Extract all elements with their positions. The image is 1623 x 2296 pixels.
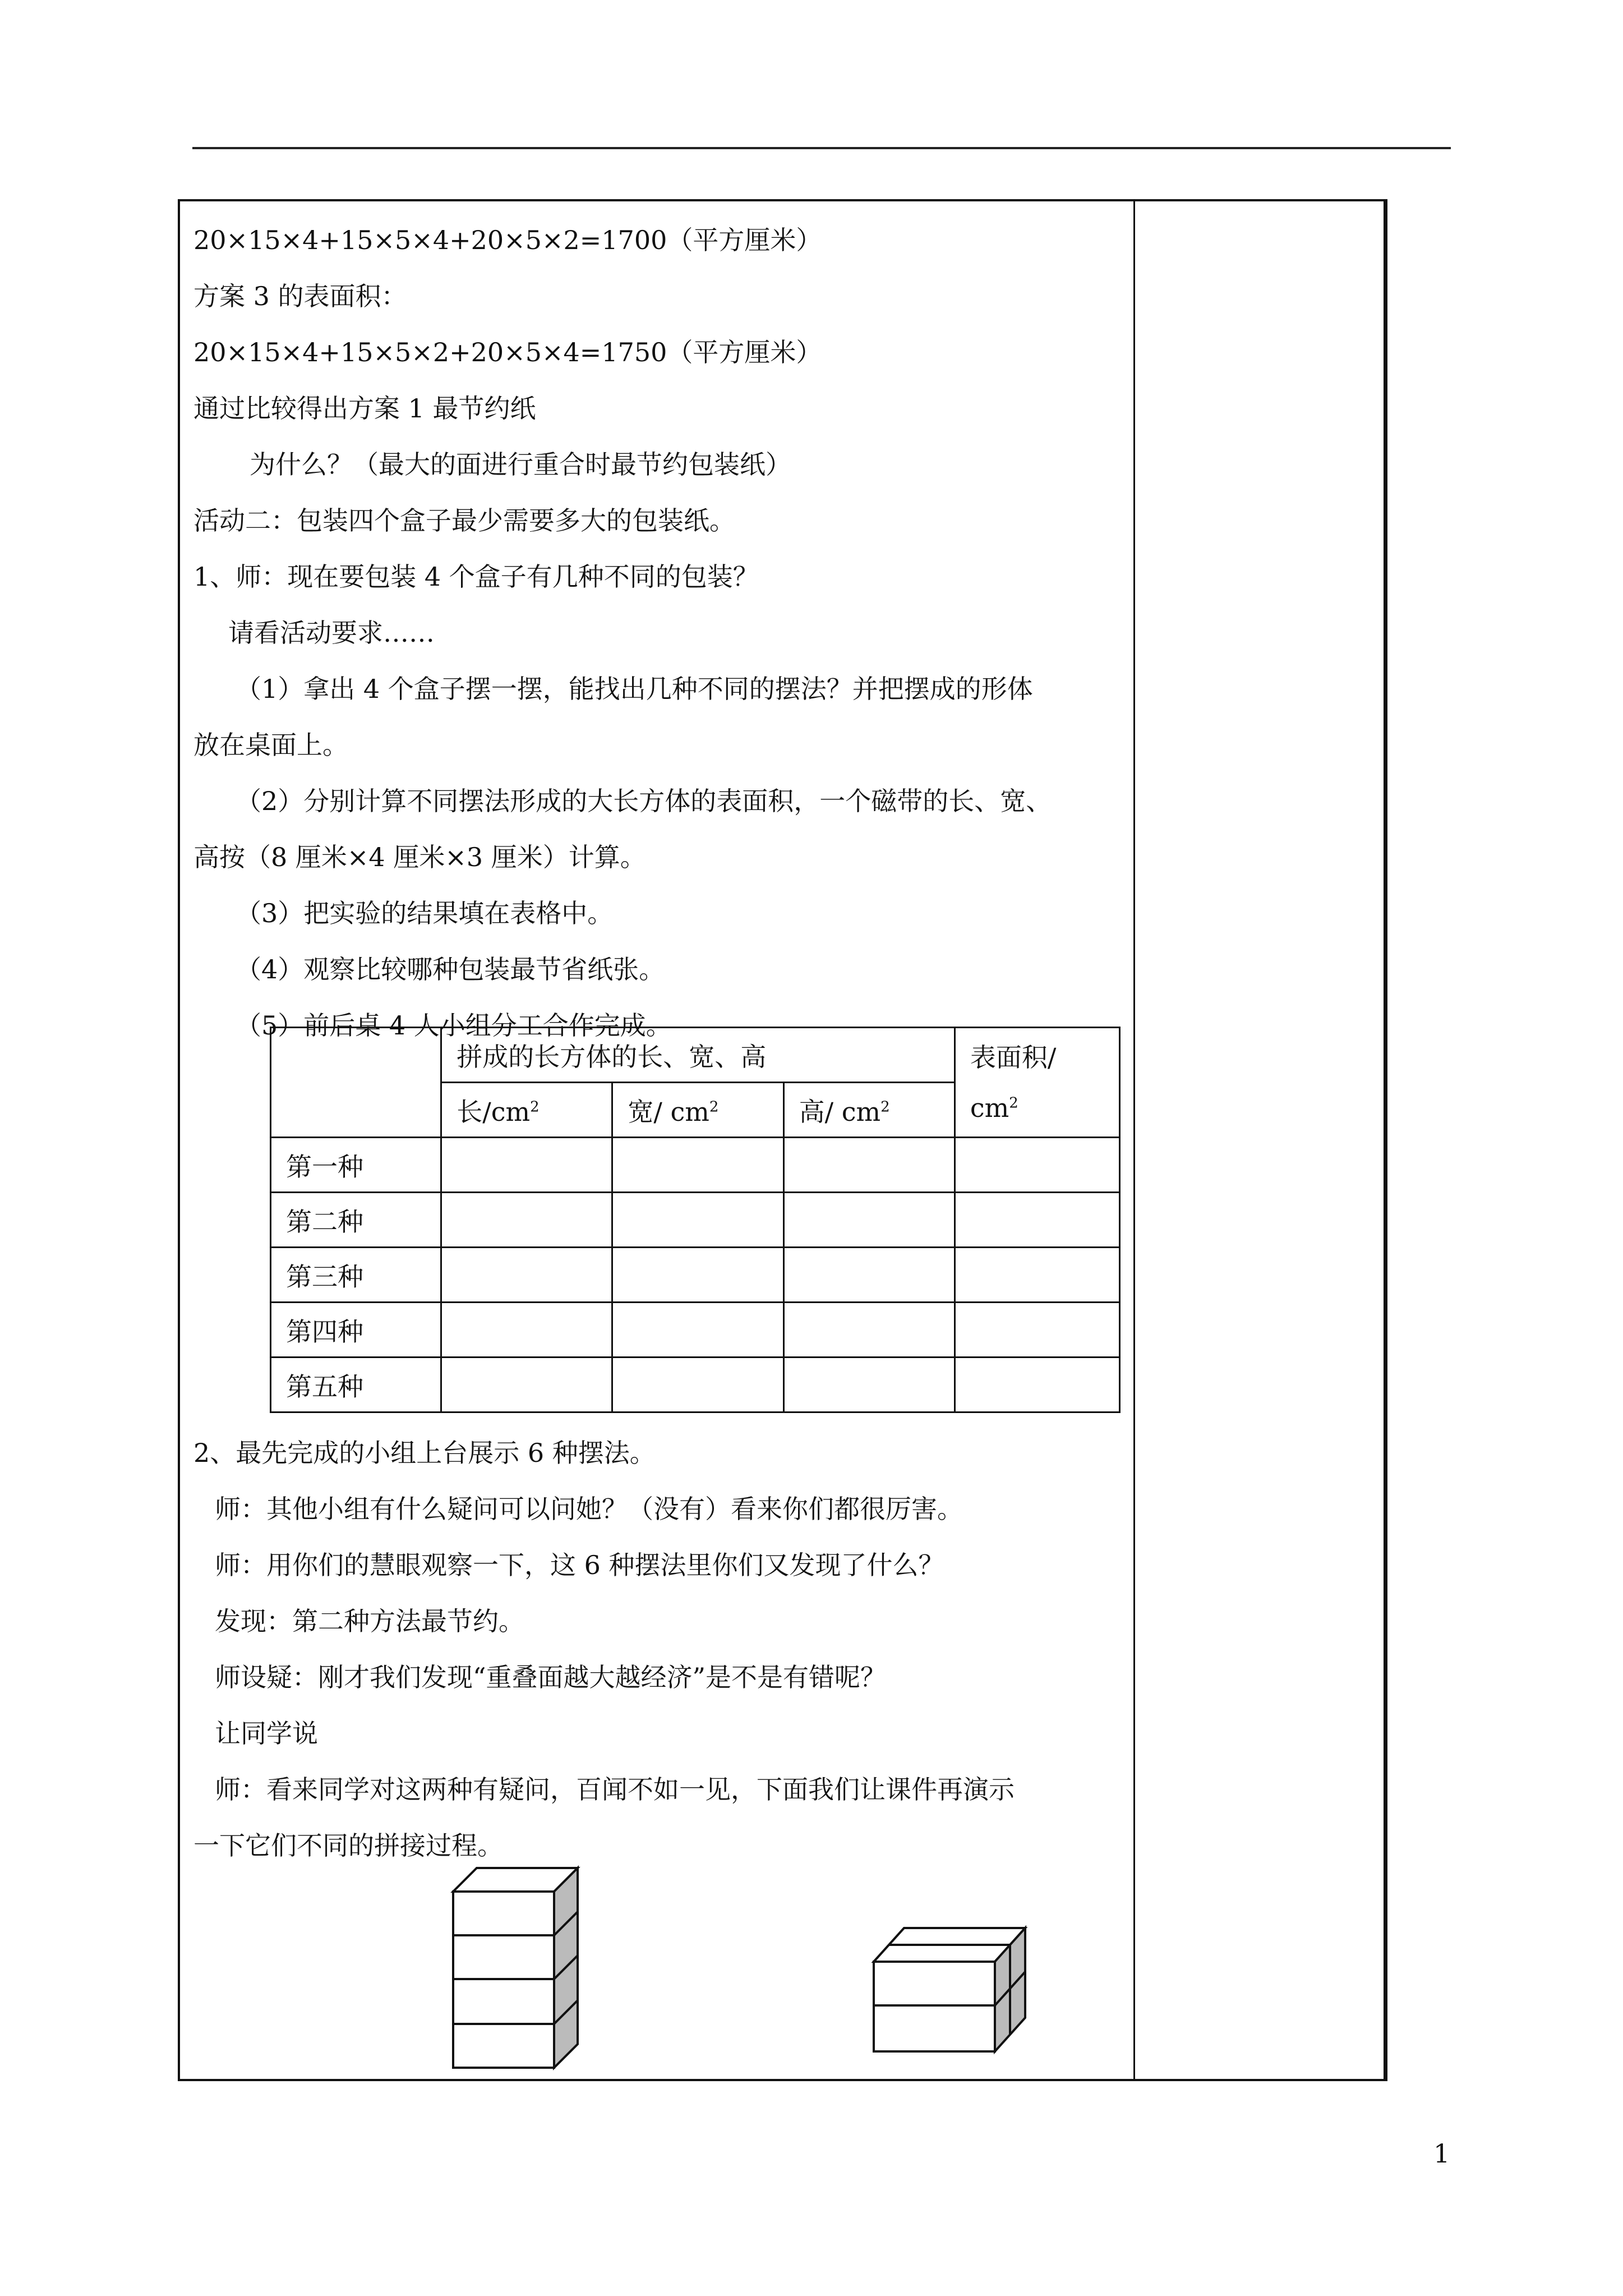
table-cell bbox=[783, 1303, 955, 1358]
box-front-3 bbox=[453, 1979, 554, 2024]
table-col-length bbox=[441, 1083, 612, 1138]
superscript: 2 bbox=[709, 1098, 719, 1116]
two-by-two-boxes-diagram bbox=[868, 1899, 1031, 2062]
text-line: 2、最先完成的小组上台展示 6 种摆法。 bbox=[193, 1438, 656, 1468]
text-line: （5）前后桌 4 人小组分工合作完成。 bbox=[236, 1010, 672, 1041]
table-cell bbox=[783, 1193, 955, 1248]
text-line: （2）分别计算不同摆法形成的大长方体的表面积，一个磁带的长、宽、 bbox=[236, 786, 1052, 816]
area-header-line2: cm bbox=[970, 1092, 1009, 1123]
table-corner-cell bbox=[271, 1028, 441, 1138]
col-length-label: 长/cm bbox=[457, 1096, 531, 1127]
table-cell bbox=[441, 1138, 612, 1193]
table-cell bbox=[783, 1358, 955, 1412]
table-cell bbox=[612, 1138, 783, 1193]
text-line: 放在桌面上。 bbox=[193, 730, 348, 760]
box-front-2 bbox=[453, 1935, 554, 1979]
table-cell bbox=[783, 1248, 955, 1303]
table-cell bbox=[955, 1248, 1119, 1303]
table-cell bbox=[441, 1248, 612, 1303]
lesson-content-continued bbox=[193, 1425, 1124, 1874]
superscript: 2 bbox=[880, 1098, 890, 1116]
text-line: 20×15×4+15×5×2+20×5×4=1750（平方厘米） bbox=[193, 337, 822, 367]
table-row bbox=[271, 1358, 1120, 1412]
table-cell bbox=[955, 1303, 1119, 1358]
text-line: 师：其他小组有什么疑问可以问她？（没有）看来你们都很厉害。 bbox=[215, 1494, 963, 1524]
text-line: 通过比较得出方案 1 最节约纸 bbox=[193, 393, 536, 424]
col-height-label: 高/ cm bbox=[799, 1096, 881, 1127]
row-label: 第三种 bbox=[271, 1248, 441, 1303]
superscript: 2 bbox=[530, 1098, 540, 1116]
row-label: 第一种 bbox=[271, 1138, 441, 1193]
text-line: 发现：第二种方法最节约。 bbox=[215, 1606, 524, 1636]
table-col-width bbox=[612, 1083, 783, 1138]
box-front-2 bbox=[874, 2005, 995, 2051]
table-cell bbox=[612, 1248, 783, 1303]
text-line: 师：用你们的慧眼观察一下，这 6 种摆法里你们又发现了什么？ bbox=[215, 1550, 944, 1580]
text-line: 为什么？（最大的面进行重合时最节约包装纸） bbox=[250, 449, 791, 480]
text-line: 20×15×4+15×5×4+20×5×2=1700（平方厘米） bbox=[193, 225, 822, 255]
table-cell bbox=[955, 1358, 1119, 1412]
results-table bbox=[270, 1027, 1121, 1413]
text-line: 请看活动要求…… bbox=[228, 618, 435, 648]
box-front-1 bbox=[453, 1892, 554, 1935]
text-line: 活动二：包装四个盒子最少需要多大的包装纸。 bbox=[193, 505, 735, 536]
table-col-height bbox=[783, 1083, 955, 1138]
table-cell bbox=[955, 1193, 1119, 1248]
table-cell bbox=[612, 1193, 783, 1248]
col-width-label: 宽/ cm bbox=[628, 1096, 709, 1127]
stacked-boxes-diagram bbox=[449, 1862, 583, 2076]
table-cell bbox=[441, 1193, 612, 1248]
row-label: 第五种 bbox=[271, 1358, 441, 1412]
table-cell bbox=[955, 1138, 1119, 1193]
row-label: 第四种 bbox=[271, 1303, 441, 1358]
table-cell bbox=[783, 1138, 955, 1193]
table-area-header bbox=[955, 1028, 1119, 1138]
column-divider bbox=[1133, 199, 1135, 2081]
text-line: 师设疑：刚才我们发现“重叠面越大越经济”是不是有错呢？ bbox=[215, 1662, 887, 1692]
area-header-line1: 表面积/ bbox=[970, 1042, 1057, 1073]
text-line: 高按（8 厘米×4 厘米×3 厘米）计算。 bbox=[193, 842, 646, 872]
text-line: 方案 3 的表面积： bbox=[193, 281, 407, 311]
table-row bbox=[271, 1303, 1120, 1358]
table-row bbox=[271, 1193, 1120, 1248]
text-line: （4）观察比较哪种包装最节省纸张。 bbox=[236, 954, 665, 984]
box-front-1 bbox=[874, 1962, 995, 2005]
header-rule bbox=[192, 147, 1451, 149]
text-line: （3）把实验的结果填在表格中。 bbox=[236, 898, 614, 928]
text-line: 一下它们不同的拼接过程。 bbox=[193, 1830, 503, 1861]
table-cell bbox=[612, 1358, 783, 1412]
lesson-content bbox=[193, 212, 1124, 1053]
table-cell bbox=[441, 1358, 612, 1412]
text-line: 让同学说 bbox=[215, 1718, 318, 1749]
table-group-header: 拼成的长方体的长、宽、高 bbox=[441, 1028, 955, 1083]
table-row bbox=[271, 1248, 1120, 1303]
text-line: 1、师：现在要包装 4 个盒子有几种不同的包装？ bbox=[193, 562, 759, 592]
table-cell bbox=[441, 1303, 612, 1358]
row-label: 第二种 bbox=[271, 1193, 441, 1248]
text-line: （1）拿出 4 个盒子摆一摆，能找出几种不同的摆法？并把摆成的形体 bbox=[236, 674, 1033, 704]
table-cell bbox=[612, 1303, 783, 1358]
superscript: 2 bbox=[1009, 1094, 1018, 1112]
table-row bbox=[271, 1138, 1120, 1193]
text-line: 师：看来同学对这两种有疑问，百闻不如一见，下面我们让课件再演示 bbox=[215, 1774, 1015, 1805]
page-number: 1 bbox=[1433, 2138, 1450, 2169]
box-front-4 bbox=[453, 2024, 554, 2068]
